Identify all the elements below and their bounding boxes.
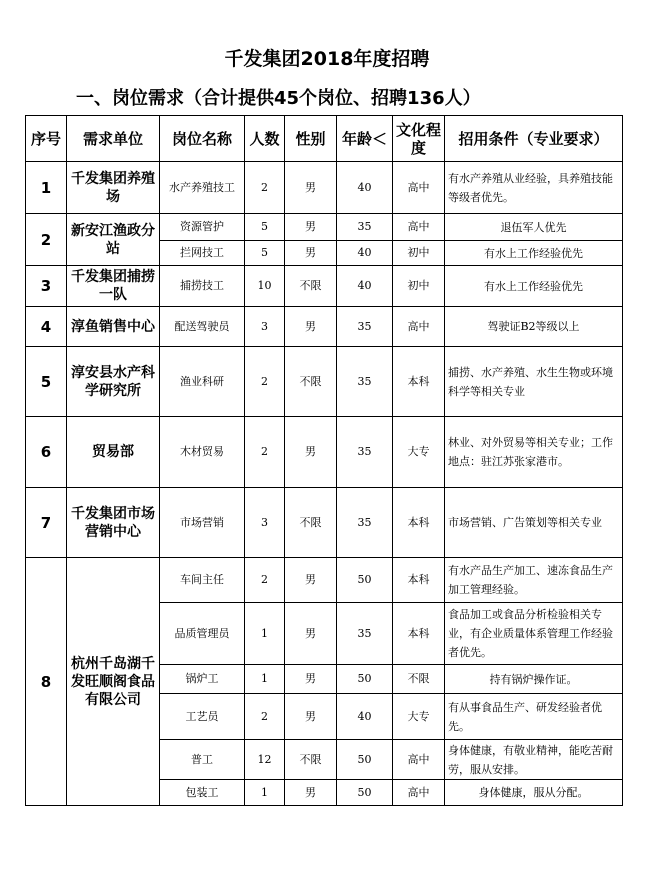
- position-name: 车间主任: [160, 558, 245, 603]
- table-row: [26, 307, 623, 347]
- demand-unit: 千发集团养殖场: [67, 162, 160, 214]
- demand-unit: 淳安县水产科学研究所: [67, 347, 160, 417]
- age-limit: 40: [337, 266, 393, 307]
- age-limit: 50: [337, 740, 393, 780]
- row-index: 1: [26, 162, 67, 214]
- recruitment-table: [25, 115, 623, 806]
- table-row: [26, 266, 623, 307]
- row-index: 5: [26, 347, 67, 417]
- position-name: 资源管护: [160, 214, 245, 241]
- education-level: 初中: [393, 241, 445, 266]
- education-level: 高中: [393, 162, 445, 214]
- gender: 男: [285, 558, 337, 603]
- position-name: 包装工: [160, 780, 245, 806]
- header-unit: 需求单位: [67, 116, 160, 162]
- education-level: 本科: [393, 347, 445, 417]
- header-position: 岗位名称: [160, 116, 245, 162]
- header-req: 招用条件（专业要求）: [445, 116, 623, 162]
- headcount: 3: [245, 307, 285, 347]
- requirements: 有水产养殖从业经验，具养殖技能等级者优先。: [445, 162, 623, 214]
- row-index: 4: [26, 307, 67, 347]
- position-name: 品质管理员: [160, 603, 245, 665]
- header-age: 年龄＜: [337, 116, 393, 162]
- age-limit: 50: [337, 665, 393, 694]
- headcount: 3: [245, 488, 285, 558]
- education-level: 高中: [393, 214, 445, 241]
- gender: 男: [285, 162, 337, 214]
- gender: 男: [285, 417, 337, 488]
- age-limit: 35: [337, 603, 393, 665]
- header-idx: 序号: [26, 116, 67, 162]
- row-index: 6: [26, 417, 67, 488]
- education-level: 不限: [393, 665, 445, 694]
- headcount: 2: [245, 162, 285, 214]
- education-level: 高中: [393, 307, 445, 347]
- requirements: 退伍军人优先: [445, 214, 623, 241]
- education-level: 本科: [393, 558, 445, 603]
- age-limit: 40: [337, 162, 393, 214]
- position-name: 市场营销: [160, 488, 245, 558]
- requirements: 食品加工或食品分析检验相关专业，有企业质量体系管理工作经验者优先。: [445, 603, 623, 665]
- page-title: 千发集团2018年度招聘: [224, 48, 430, 70]
- age-limit: 35: [337, 214, 393, 241]
- age-limit: 40: [337, 694, 393, 740]
- gender: 不限: [285, 740, 337, 780]
- demand-unit: 千发集团市场营销中心: [67, 488, 160, 558]
- header-edu: 文化程度: [393, 116, 445, 162]
- header-row: [26, 116, 623, 162]
- table-row: [26, 417, 623, 488]
- gender: 男: [285, 214, 337, 241]
- gender: 不限: [285, 488, 337, 558]
- education-level: 大专: [393, 694, 445, 740]
- gender: 男: [285, 780, 337, 806]
- requirements: 持有锅炉操作证。: [445, 665, 623, 694]
- position-name: 锅炉工: [160, 665, 245, 694]
- requirements: 有从事食品生产、研发经验者优先。: [445, 694, 623, 740]
- education-level: 本科: [393, 603, 445, 665]
- gender: 男: [285, 603, 337, 665]
- education-level: 本科: [393, 488, 445, 558]
- headcount: 1: [245, 780, 285, 806]
- demand-unit: 千发集团捕捞一队: [67, 266, 160, 307]
- headcount: 12: [245, 740, 285, 780]
- requirements: 驾驶证B2等级以上: [445, 307, 623, 347]
- headcount: 1: [245, 665, 285, 694]
- row-index: 3: [26, 266, 67, 307]
- requirements: 有水上工作经验优先: [445, 241, 623, 266]
- position-name: 普工: [160, 740, 245, 780]
- age-limit: 50: [337, 780, 393, 806]
- age-limit: 35: [337, 347, 393, 417]
- demand-unit: 新安江渔政分站: [67, 214, 160, 266]
- position-name: 捕捞技工: [160, 266, 245, 307]
- table-body: [26, 162, 623, 806]
- gender: 不限: [285, 266, 337, 307]
- position-name: 拦网技工: [160, 241, 245, 266]
- table-row: [26, 162, 623, 214]
- age-limit: 50: [337, 558, 393, 603]
- headcount: 2: [245, 417, 285, 488]
- demand-unit: 淳鱼销售中心: [67, 307, 160, 347]
- table-row: [26, 347, 623, 417]
- gender: 男: [285, 241, 337, 266]
- education-level: 高中: [393, 740, 445, 780]
- gender: 男: [285, 665, 337, 694]
- header-gender: 性别: [285, 116, 337, 162]
- requirements: 有水上工作经验优先: [445, 266, 623, 307]
- row-index: 7: [26, 488, 67, 558]
- age-limit: 35: [337, 307, 393, 347]
- demand-unit: 杭州千岛湖千发旺顺阁食品有限公司: [67, 558, 160, 806]
- position-name: 配送驾驶员: [160, 307, 245, 347]
- gender: 男: [285, 694, 337, 740]
- demand-unit: 贸易部: [67, 417, 160, 488]
- age-limit: 35: [337, 417, 393, 488]
- headcount: 10: [245, 266, 285, 307]
- headcount: 5: [245, 214, 285, 241]
- requirements: 有水产品生产加工、速冻食品生产加工管理经验。: [445, 558, 623, 603]
- position-name: 木材贸易: [160, 417, 245, 488]
- position-name: 工艺员: [160, 694, 245, 740]
- position-name: 渔业科研: [160, 347, 245, 417]
- section-heading: 一、岗位需求（合计提供45个岗位、招聘136人）: [76, 88, 481, 109]
- row-index: 2: [26, 214, 67, 266]
- table-row: [26, 214, 623, 241]
- education-level: 初中: [393, 266, 445, 307]
- age-limit: 40: [337, 241, 393, 266]
- gender: 男: [285, 307, 337, 347]
- requirements: 身体健康，有敬业精神，能吃苦耐劳，服从安排。: [445, 740, 623, 780]
- headcount: 2: [245, 347, 285, 417]
- position-name: 水产养殖技工: [160, 162, 245, 214]
- requirements: 身体健康，服从分配。: [445, 780, 623, 806]
- requirements: 捕捞、水产养殖、水生生物或环境科学等相关专业: [445, 347, 623, 417]
- header-count: 人数: [245, 116, 285, 162]
- headcount: 2: [245, 558, 285, 603]
- headcount: 5: [245, 241, 285, 266]
- education-level: 大专: [393, 417, 445, 488]
- headcount: 2: [245, 694, 285, 740]
- requirements: 林业、对外贸易等相关专业；工作地点：驻江苏张家港市。: [445, 417, 623, 488]
- age-limit: 35: [337, 488, 393, 558]
- headcount: 1: [245, 603, 285, 665]
- education-level: 高中: [393, 780, 445, 806]
- row-index: 8: [26, 558, 67, 806]
- gender: 不限: [285, 347, 337, 417]
- table-row: [26, 488, 623, 558]
- requirements: 市场营销、广告策划等相关专业: [445, 488, 623, 558]
- table-row: [26, 558, 623, 603]
